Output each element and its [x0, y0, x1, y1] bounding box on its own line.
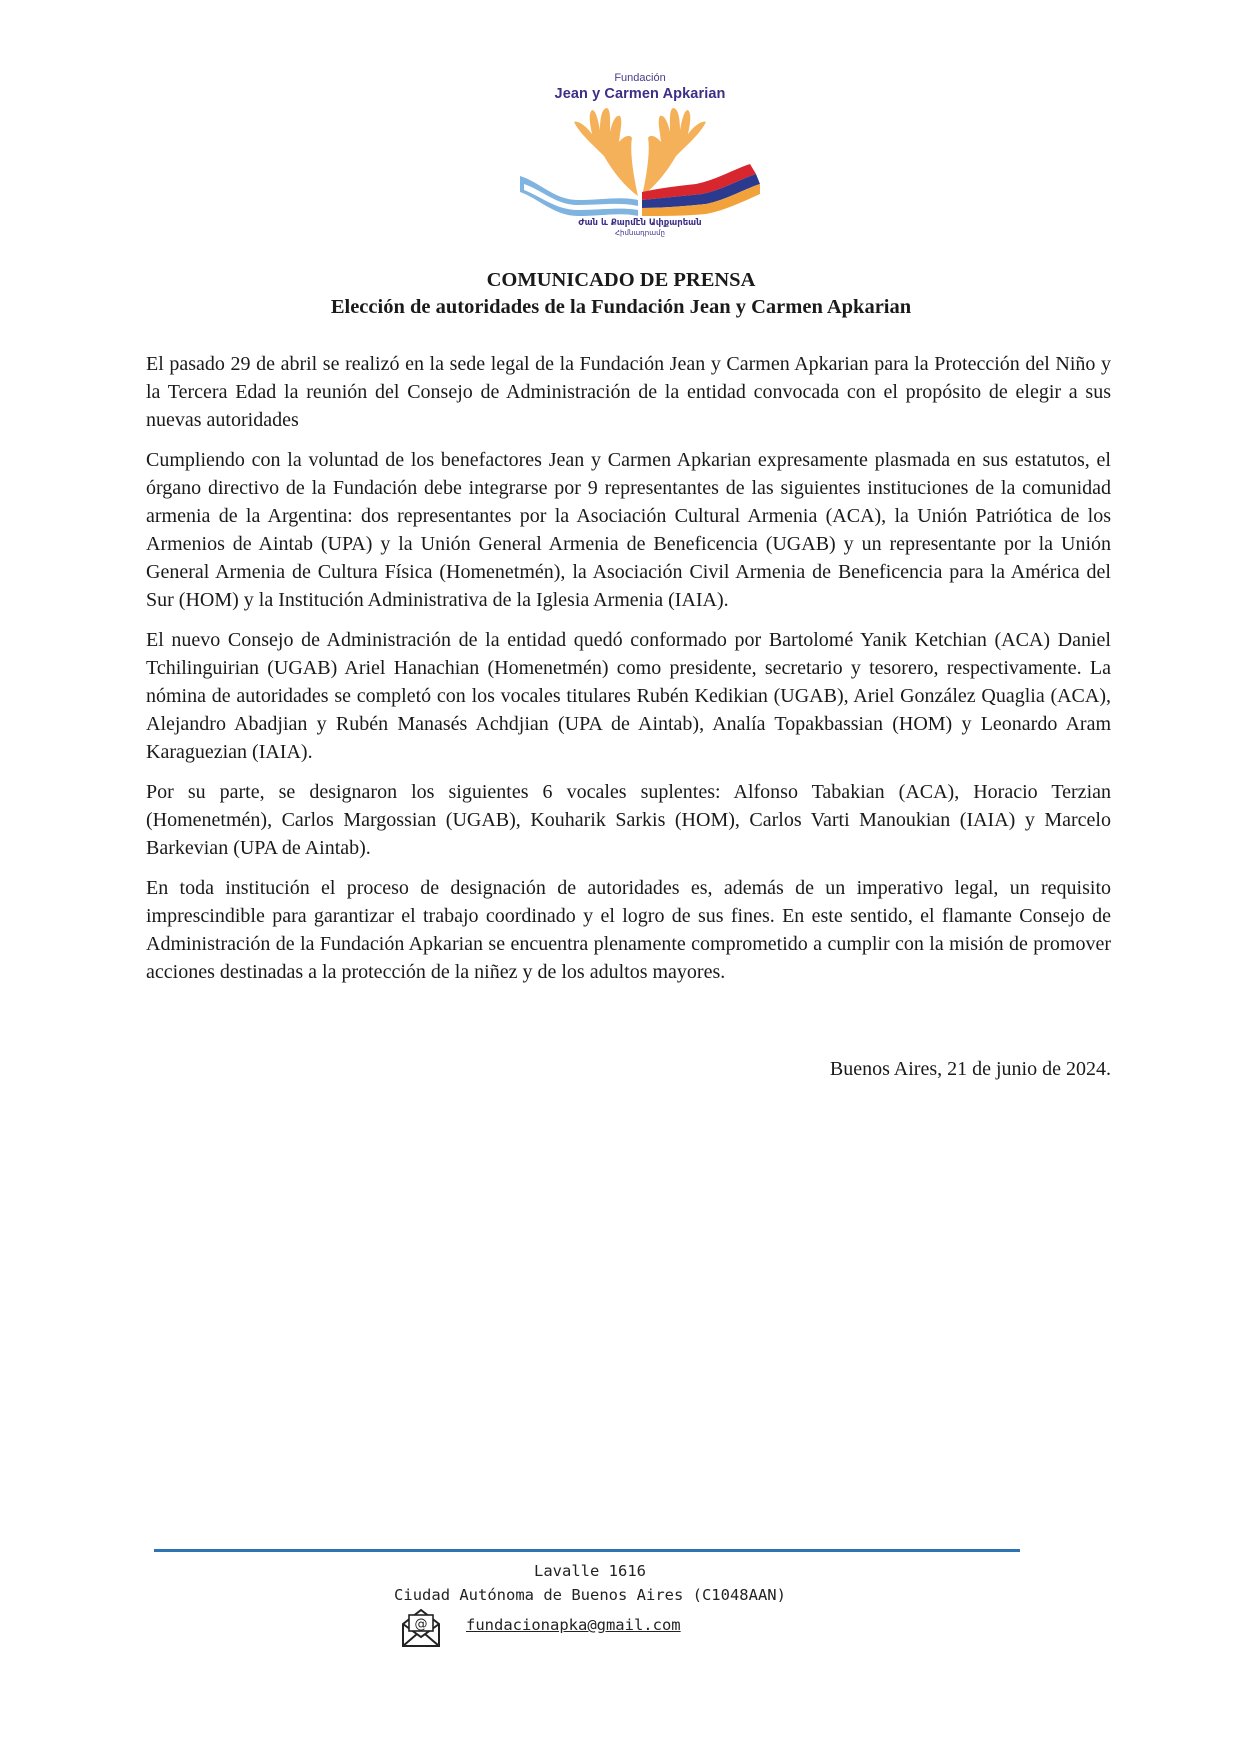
address-line-2: Ciudad Autónoma de Buenos Aires (C1048AAN) — [394, 1586, 786, 1604]
heading-title: COMUNICADO DE PRENSA — [486, 269, 756, 291]
logo-top-label: Fundación — [614, 72, 666, 84]
logo-name: Jean y Carmen Apkarian — [554, 86, 726, 102]
press-release-heading — [146, 267, 1096, 321]
heading-subtitle: Elección de autoridades de la Fundación Jean y Carmen Apkarian — [330, 296, 912, 318]
paragraph-4: Por su parte, se designaron los siguientes 6 vocales suplentes: Alfonso Tabakian (ACA), Horacio Terzian (Homenetmén), Carlos Margossian (UGAB), Kouharik Sarkis (HOM), Carlos Varti Manoukian (IAIA) y Marcelo Barkevian (UPA de Aintab). — [146, 781, 1111, 859]
svg-text:@: @ — [414, 1617, 428, 1632]
date-line: Buenos Aires, 21 de junio de 2024. — [829, 1058, 1111, 1080]
press-release-body — [146, 350, 1111, 998]
footer-divider — [154, 1549, 1020, 1552]
address-line-1: Lavalle 1616 — [534, 1562, 646, 1580]
logo-armenian-name: Ժան և Քարմէն Ափքարեան — [578, 218, 702, 228]
envelope-at-icon — [399, 1606, 443, 1650]
logo-armenian-sub: Հիմնադրամը — [615, 229, 665, 237]
paragraph-3: El nuevo Consejo de Administración de la entidad quedó conformado por Bartolomé Yanik Ketchian (ACA) Daniel Tchilinguirian (UGAB) Ariel Hanachian (Homenetmén) como presidente, secretario y tesorero, respectivamente. La nómina de autoridades se completó con los vocales titulares Rubén Kedikian (UGAB), Ariel González Quaglia (ACA), Alejandro Abadjian y Rubén Manasés Achdjian (UPA de Aintab), Analía Topakbassian (HOM) y Leonardo Aram Karaguezian (IAIA). — [146, 629, 1111, 763]
logo-hands-flags-graphic — [520, 104, 760, 216]
footer-address — [350, 1559, 830, 1607]
paragraph-1: El pasado 29 de abril se realizó en la sede legal de la Fundación Jean y Carmen Apkarian para la Protección del Niño y la Tercera Edad la reunión del Consejo de Administración de la entidad convocada con el propósito de elegir a sus nuevas autoridades — [146, 353, 1111, 431]
email-link[interactable]: fundacionapka@gmail.com — [466, 1616, 681, 1634]
paragraph-5: En toda institución el proceso de designación de autoridades es, además de un imperativo legal, un requisito imprescindible para garantizar el trabajo coordinado y el logro de sus fines. En este sentido, el flamante Consejo de Administración de la Fundación Apkarian se encuentra plenamente comprometido a cumplir con la misión de promover acciones destinadas a la protección de la niñez y de los adultos mayores. — [146, 877, 1111, 983]
right-hand-shape — [642, 108, 706, 196]
left-hand-shape — [574, 108, 638, 196]
foundation-logo — [520, 68, 760, 238]
paragraph-2: Cumpliendo con la voluntad de los benefactores Jean y Carmen Apkarian expresamente plasmada en sus estatutos, el órgano directivo de la Fundación debe integrarse por 9 representantes de las siguientes instituciones de la comunidad armenia de la Argentina: dos representantes por la Asociación Cultural Armenia (ACA), la Unión Patriótica de los Armenios de Aintab (UPA) y la Unión General Armenia de Beneficencia (UGAB) y un representante por la Unión General Armenia de Cultura Física (Homenetmén), la Asociación Civil Armenia de Beneficencia para la América del Sur (HOM) y la Institución Administrativa de la Iglesia Armenia (IAIA). — [146, 449, 1111, 611]
